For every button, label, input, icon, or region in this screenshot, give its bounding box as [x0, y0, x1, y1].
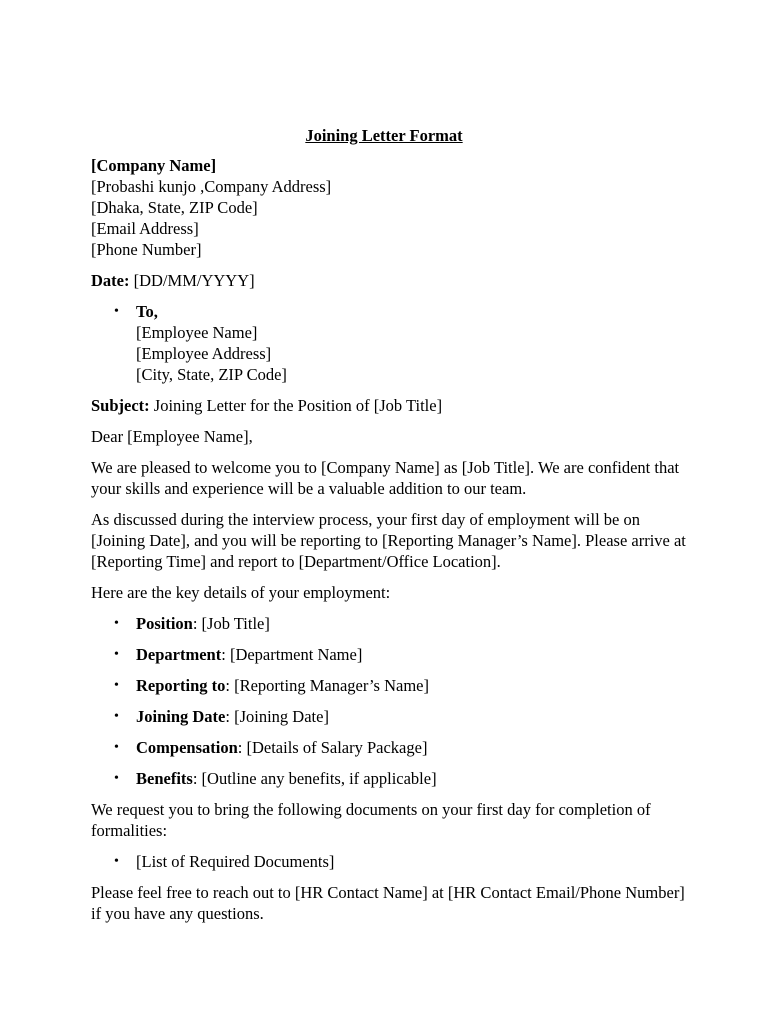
company-email: [Email Address] [91, 219, 199, 238]
salutation: Dear [Employee Name], [91, 427, 253, 446]
detail-label: Department [136, 645, 222, 664]
letter-body [91, 155, 691, 934]
discussed-paragraph: As discussed during the interview process, your first day of employment will be on [Joining Date], and you will be reporting to [Reporting Manager’s Name]. Please arrive at [Reporting Time] and report to [Department/Office Location]. [91, 510, 686, 571]
detail-item-benefits [114, 768, 691, 789]
detail-value: : [Reporting Manager’s Name] [225, 676, 429, 695]
bullet-icon: • [114, 854, 119, 869]
subject-label: Subject: [91, 396, 150, 415]
recipient-city: [City, State, ZIP Code] [136, 365, 287, 384]
date-line [91, 270, 691, 291]
key-details-intro: Here are the key details of your employment: [91, 583, 391, 602]
bullet-icon: • [114, 647, 119, 662]
document-title: Joining Letter Format [305, 126, 463, 145]
subject-value: Joining Letter for the Position of [Job Title] [149, 396, 443, 415]
bullet-icon: • [114, 678, 119, 693]
detail-value: : [Outline any benefits, if applicable] [192, 769, 437, 788]
detail-item-reporting-to [114, 675, 691, 696]
bullet-icon: • [114, 740, 119, 755]
document-item [114, 851, 691, 872]
company-address: [Probashi kunjo ,Company Address] [91, 177, 332, 196]
employment-details-list [91, 613, 691, 789]
detail-value: : [Details of Salary Package] [237, 738, 428, 757]
recipient-address: [Employee Address] [136, 344, 272, 363]
company-block [91, 155, 691, 260]
bullet-icon: • [114, 771, 119, 786]
detail-label: Reporting to [136, 676, 226, 695]
detail-item-department [114, 644, 691, 665]
detail-item-position [114, 613, 691, 634]
subject-line [91, 395, 691, 416]
company-phone: [Phone Number] [91, 240, 202, 259]
company-name: [Company Name] [91, 156, 217, 175]
recipient-name: [Employee Name] [136, 323, 258, 342]
recipient-list [91, 301, 691, 385]
contact-paragraph: Please feel free to reach out to [HR Contact Name] at [HR Contact Email/Phone Number] if you have any questions. [91, 883, 685, 923]
recipient-block [114, 301, 691, 385]
documents-request-paragraph: We request you to bring the following documents on your first day for completion of formalities: [91, 800, 651, 840]
documents-list [91, 851, 691, 872]
document-item-label: [List of Required Documents] [136, 852, 335, 871]
detail-label: Compensation [136, 738, 238, 757]
detail-item-joining-date [114, 706, 691, 727]
bullet-icon: • [114, 709, 119, 724]
detail-label: Benefits [136, 769, 193, 788]
detail-label: Joining Date [136, 707, 226, 726]
bullet-icon: • [114, 616, 119, 631]
detail-value: : [Joining Date] [225, 707, 329, 726]
welcome-paragraph: We are pleased to welcome you to [Company Name] as [Job Title]. We are confident that your skills and experience will be a valuable addition to our team. [91, 458, 680, 498]
date-label: Date: [91, 271, 130, 290]
detail-value: : [Job Title] [192, 614, 270, 633]
date-value: [DD/MM/YYYY] [129, 271, 255, 290]
detail-label: Position [136, 614, 193, 633]
detail-item-compensation [114, 737, 691, 758]
bullet-icon: • [114, 304, 119, 319]
detail-value: : [Department Name] [221, 645, 363, 664]
recipient-to: To, [136, 302, 158, 321]
company-city: [Dhaka, State, ZIP Code] [91, 198, 258, 217]
